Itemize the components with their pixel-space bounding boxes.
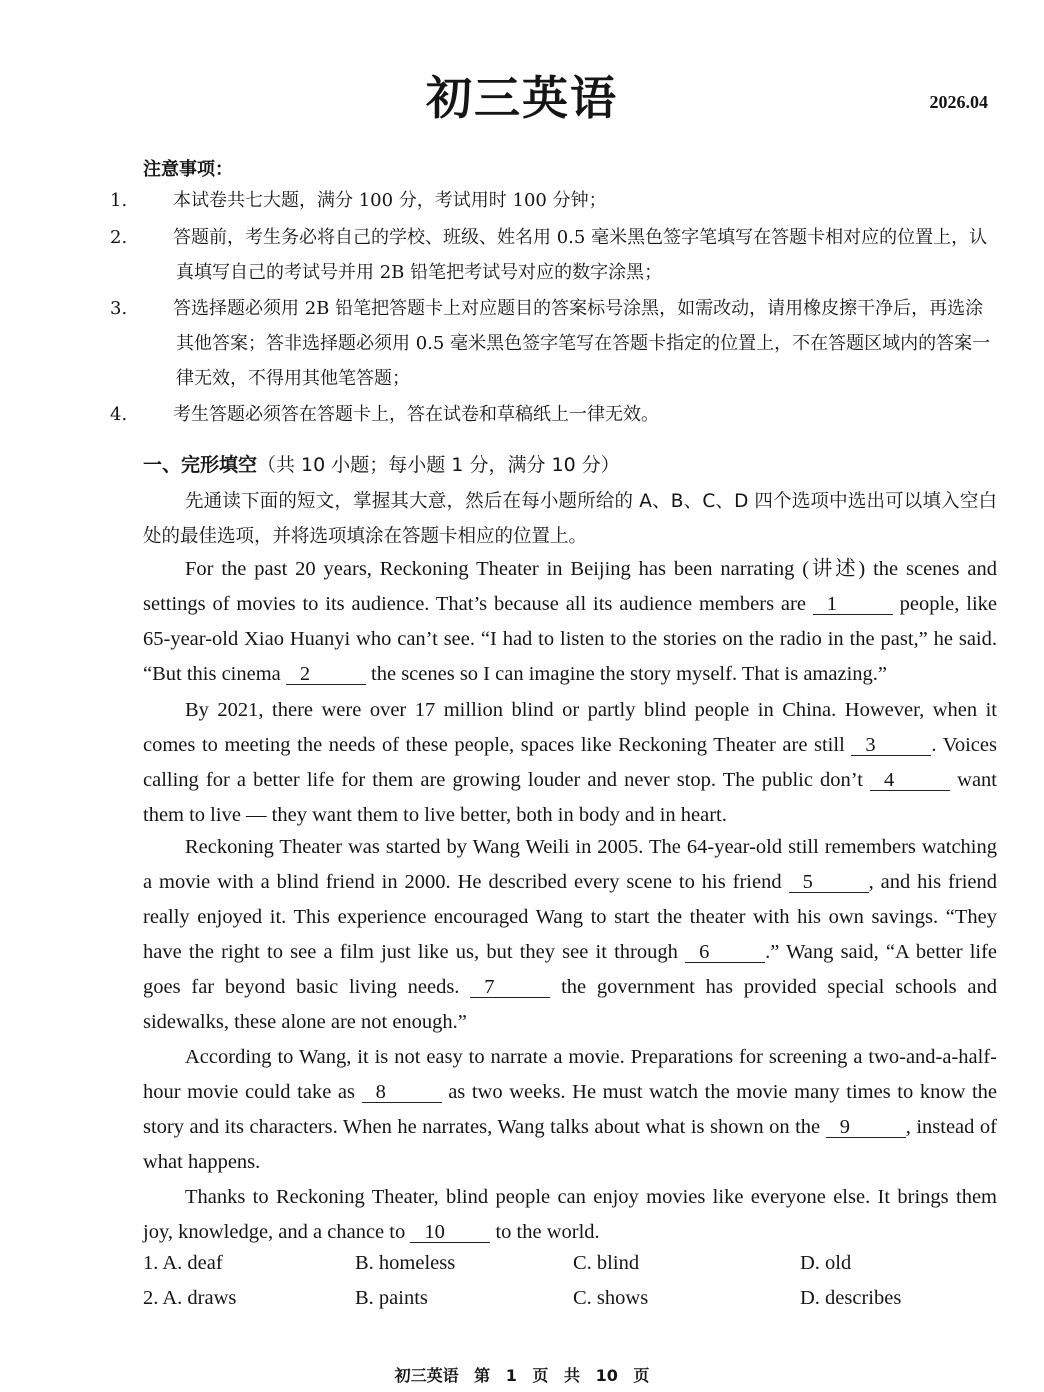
- notice-text: 本试卷共七大题，满分 100 分，考试用时 100 分钟；: [173, 190, 607, 211]
- notice-text: 考生答题必须答在答题卡上，答在试卷和草稿纸上一律无效。: [173, 404, 659, 425]
- notice-text: 答题前，考生务必将自己的学校、班级、姓名用 0.5 毫米黑色签字笔填写在答题卡相对应的位置上，认真填写自己的考试号并用 2B 铅笔把考试号对应的数字涂黑；: [173, 227, 988, 283]
- notice-item-2: [110, 220, 1001, 290]
- blank-3: 3: [851, 735, 931, 756]
- notice-item-1: [110, 183, 1001, 218]
- answer-options: [143, 1252, 1003, 1322]
- blank-1: 1: [813, 594, 893, 615]
- blank-10: 10: [410, 1222, 490, 1243]
- blank-4: 4: [870, 770, 950, 791]
- page-footer: 初三英语 第 1 页 共 10 页: [394, 1366, 650, 1385]
- blank-2: 2: [286, 664, 366, 685]
- passage-paragraph-4: [143, 1040, 997, 1180]
- notice-number: 1.: [110, 190, 128, 211]
- passage-text: Reckoning Theater was started by Wang Weili in 2005. The 64-year-old still remembers watching a movie with a blind friend in 2000. He described every scene to his friend: [143, 836, 997, 893]
- passage-paragraph-2: [143, 693, 997, 833]
- passage-paragraph-5: [143, 1180, 997, 1250]
- option-d: D. describes: [800, 1287, 902, 1309]
- option-c: C. shows: [573, 1287, 649, 1309]
- blank-7: 7: [470, 977, 550, 998]
- notice-number: 3.: [110, 298, 128, 319]
- passage-text: Thanks to Reckoning Theater, blind people can enjoy movies like everyone else. It brings them joy, knowledge, and a chance to: [143, 1186, 997, 1243]
- notice-text: 答选择题必须用 2B 铅笔把答题卡上对应题目的答案标号涂黑，如需改动，请用橡皮擦干净后，再选涂其他答案；答非选择题必须用 0.5 毫米黑色签字笔写在答题卡指定的位置上，不在答题区域内的答案一律无效，不得用其他笔答题；: [173, 298, 991, 389]
- option-row-1: [143, 1252, 1003, 1287]
- section-instructions: 先通读下面的短文，掌握其大意，然后在每小题所给的 A、B、C、D 四个选项中选出可以填入空白处的最佳选项，并将选项填涂在答题卡相应的位置上。: [143, 491, 997, 547]
- passage-paragraph-3: [143, 830, 997, 1040]
- option-a: 1. A. deaf: [143, 1252, 223, 1274]
- section-heading: [143, 450, 620, 477]
- notice-number: 4.: [110, 404, 128, 425]
- option-c: C. blind: [573, 1252, 640, 1274]
- passage-text: the scenes so I can imagine the story myself. That is amazing.”: [371, 663, 887, 685]
- passage-text: people, like 65-year-old Xiao Huanyi who can’t see. “I had to listen to the stories on the radio in the past,” he said. “But this cinema: [143, 593, 997, 685]
- option-row-2: [143, 1287, 1003, 1322]
- passage-text: For the past 20 years, Reckoning Theater in Beijing has been narrating (讲述) the scenes and settings of movies to its audience. That’s because all its audience members are: [143, 558, 997, 615]
- passage-text: . Voices calling for a better life for them are growing louder and never stop. The public don’t: [143, 734, 997, 791]
- blank-9: 9: [826, 1117, 906, 1138]
- passage-text: to the world.: [495, 1221, 600, 1243]
- blank-5: 5: [789, 872, 869, 893]
- notice-item-4: [110, 397, 1001, 432]
- passage-text: want them to live — they want them to live better, both in body and in heart.: [143, 769, 998, 826]
- passage-text: .” Wang said, “A better life goes far beyond basic living needs.: [143, 941, 998, 998]
- passage-text: According to Wang, it is not easy to narrate a movie. Preparations for screening a two-and-a-half-hour movie could take as: [143, 1046, 997, 1103]
- passage-text: By 2021, there were over 17 million blind or partly blind people in China. However, when it comes to meeting the needs of these people, spaces like Reckoning Theater are still: [143, 699, 997, 756]
- page-title: 初三英语: [426, 71, 618, 125]
- option-d: D. old: [800, 1252, 852, 1274]
- option-b: B. homeless: [355, 1252, 456, 1274]
- notice-number: 2.: [110, 227, 128, 248]
- passage-text: , instead of what happens.: [143, 1116, 997, 1173]
- option-a: 2. A. draws: [143, 1287, 237, 1309]
- notice-heading: 注意事项：: [143, 159, 233, 180]
- passage-text: as two weeks. He must watch the movie many times to know the story and its characters. When he narrates, Wang talks about what is shown on the: [143, 1081, 998, 1138]
- passage-text: , and his friend really enjoyed it. This experience encouraged Wang to start the theater with his own savings. “They have the right to see a film just like us, but they see it through: [143, 871, 997, 963]
- blank-8: 8: [362, 1082, 442, 1103]
- passage-paragraph-1: [143, 552, 997, 692]
- blank-6: 6: [685, 942, 765, 963]
- section-title: 一、完形填空: [143, 454, 258, 476]
- section-subtitle: （共 10 小题；每小题 1 分，满分 10 分）: [257, 454, 620, 476]
- exam-date: 2026.04: [929, 92, 988, 112]
- option-b: B. paints: [355, 1287, 428, 1309]
- passage-text: the government has provided special schools and sidewalks, these alone are not enough.”: [143, 976, 998, 1033]
- notice-item-3: [110, 291, 1001, 396]
